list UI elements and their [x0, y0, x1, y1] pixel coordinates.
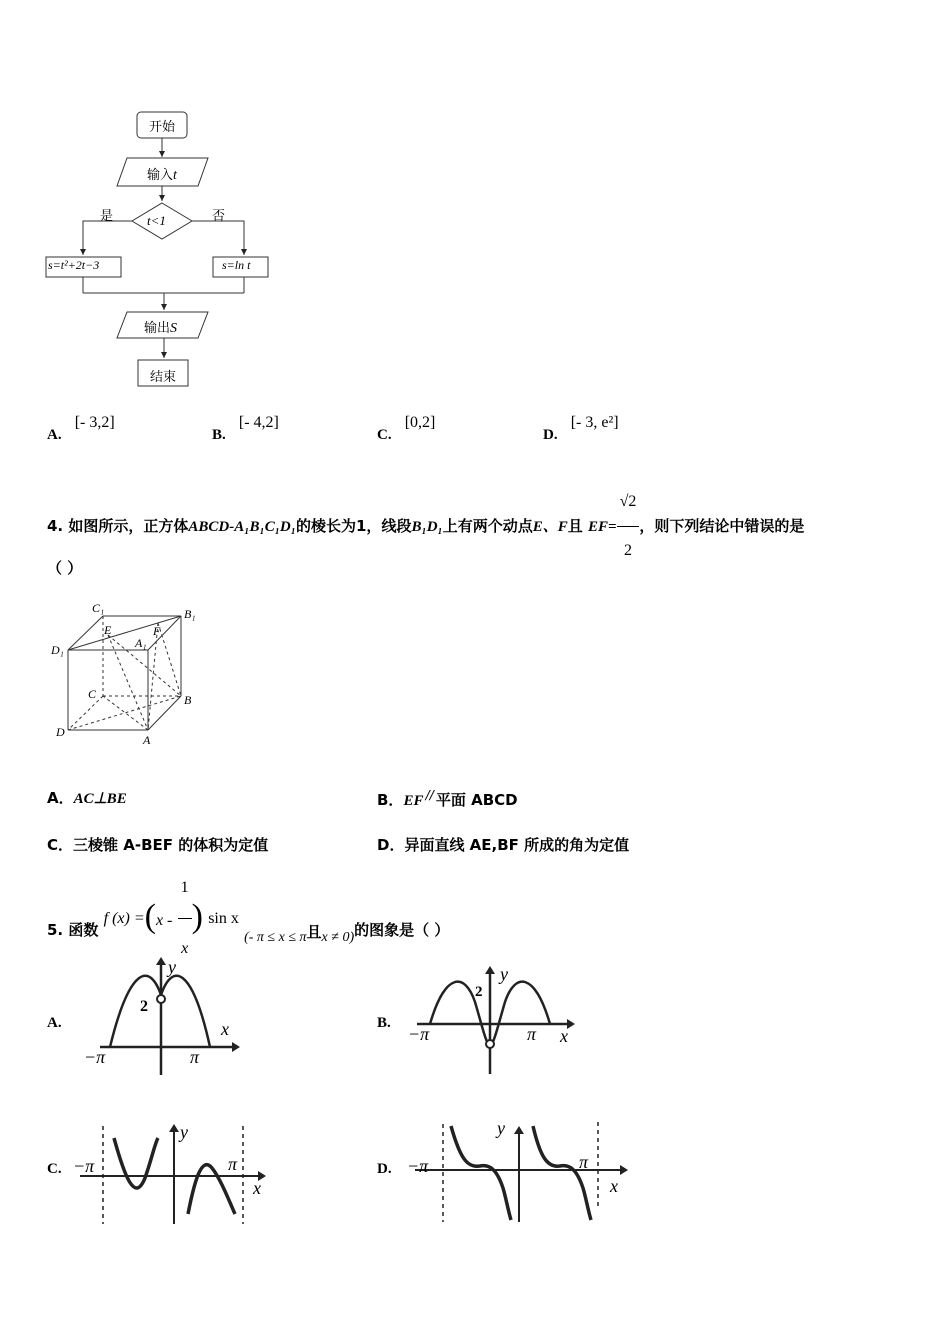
graph-b-x-label: x: [560, 1026, 568, 1046]
flow-left-box-label: s=t²+2t−3: [48, 258, 100, 272]
q3-option-b-value: [- 4,2]: [238, 414, 279, 431]
q3-option-a[interactable]: [47, 412, 115, 443]
flow-input-var: t: [173, 168, 177, 183]
q4-text-mid2: 上有两个动点: [442, 517, 533, 535]
graph-c-pi: π: [228, 1154, 238, 1174]
q3-option-d-letter: D.: [543, 427, 558, 443]
flow-input-label: 输入: [147, 168, 174, 183]
q5-tail: 的图象是（ ）: [354, 921, 450, 939]
q5-option-c-letter[interactable]: C.: [47, 1161, 62, 1177]
q3-option-d-value: [- 3, e²]: [570, 414, 619, 431]
q4-text-mid1: 的棱长为1，线段: [296, 517, 412, 535]
graph-a-mark: 2: [140, 998, 148, 1015]
q5-x-minus: x -: [155, 912, 173, 929]
q5-label: 函数: [68, 921, 99, 939]
graph-b-neg-pi: −π: [408, 1024, 430, 1044]
q3-option-d[interactable]: [543, 412, 619, 443]
cube-label-a: A: [143, 733, 151, 747]
q3-option-b[interactable]: [212, 412, 279, 443]
q4-option-c-letter: C．: [47, 836, 74, 854]
q5-sin: sin x: [208, 910, 239, 927]
q4-option-d-letter: D．: [377, 836, 405, 854]
graph-c-neg-pi: −π: [73, 1156, 95, 1176]
q4-option-c-text: 三棱锥 A-BEF 的体积为定值: [73, 836, 269, 854]
q4-option-b-parallel: //: [425, 787, 434, 802]
q4-option-a-text: AC⊥BE: [73, 791, 127, 807]
cube-label-d: D: [56, 725, 65, 739]
q3-option-c-value: [0,2]: [404, 414, 436, 431]
q3-option-c[interactable]: [377, 412, 436, 443]
q4-text-before: 如图所示，正方体: [68, 517, 189, 535]
q4-option-d-text: 异面直线 AE,BF 所成的角为定值: [404, 836, 630, 854]
q4-frac-den: 2: [623, 542, 632, 559]
flow-yes-label: 是: [100, 209, 114, 224]
q5-graph-b[interactable]: [405, 962, 585, 1082]
q4-option-a-letter: A．: [47, 789, 74, 807]
graph-d-neg-pi: −π: [407, 1156, 429, 1176]
q4-option-c[interactable]: [47, 834, 268, 855]
cube-label-a1: A₁: [135, 636, 147, 650]
graph-c-x-label: x: [253, 1178, 261, 1198]
flowchart: [40, 105, 280, 395]
q5-option-d-letter[interactable]: D.: [377, 1161, 392, 1177]
q4-option-a[interactable]: [47, 787, 127, 808]
q4-option-b[interactable]: [377, 787, 518, 810]
q5-paren-open: (: [144, 898, 156, 935]
q5-frac-num: 1: [178, 858, 192, 919]
cube-label-c: C: [88, 687, 97, 701]
q3-option-a-letter: A.: [47, 427, 62, 443]
cube-label-d1: D₁: [51, 643, 64, 657]
q5-domain-open: (- π ≤ x ≤ π: [244, 930, 307, 945]
flow-right-box-label: s=ln t: [222, 258, 251, 272]
q4-fraction: [617, 478, 640, 575]
graph-a-pi: π: [190, 1047, 200, 1067]
q3-option-c-letter: C.: [377, 427, 392, 443]
q4-frac-num: √2: [617, 478, 640, 527]
graph-d-pi: π: [579, 1152, 589, 1172]
q5-paren-close: ): [191, 898, 203, 935]
q4-option-d[interactable]: [377, 834, 629, 855]
q4-option-b-letter: B．: [377, 791, 404, 809]
graph-b-mark: 2: [475, 984, 483, 1000]
cube-label-f: F: [153, 624, 161, 638]
q5-graph-a[interactable]: [80, 955, 250, 1080]
graph-a-x-label: x: [221, 1019, 229, 1039]
cube-figure: [48, 598, 208, 748]
graph-a-neg-pi: −π: [84, 1047, 106, 1067]
q5-fx: f (x) =: [103, 910, 145, 927]
flow-end-label: 结束: [149, 370, 176, 385]
q4-text-after: ，则下列结论中错误的是: [639, 517, 805, 535]
q4-segment: B₁D₁: [411, 519, 443, 535]
flow-no-label: 否: [212, 209, 226, 224]
q4-solid: ABCD-A₁B₁C₁D₁: [188, 519, 296, 535]
flow-decision-label: t<1: [147, 213, 166, 228]
q4-number: 4.: [47, 517, 64, 535]
cube-label-b: B: [184, 693, 192, 707]
q3-option-b-letter: B.: [212, 427, 226, 443]
cube-label-b1: B₁: [184, 607, 196, 621]
graph-b-pi: π: [527, 1024, 537, 1044]
flow-start-label: 开始: [148, 120, 175, 135]
q5-frac-den: x: [181, 940, 189, 957]
q5-qie: 且: [306, 923, 322, 941]
graph-a-y-label: y: [168, 957, 176, 977]
q4-points: E、F: [532, 519, 568, 535]
q4-ef: EF=: [588, 519, 617, 535]
q4-paren: （ ）: [47, 559, 83, 577]
q5-option-a-letter[interactable]: A.: [47, 1015, 62, 1031]
q5-option-b-letter[interactable]: B.: [377, 1015, 391, 1031]
graph-d-x-label: x: [610, 1176, 618, 1196]
q4-text-mid3: 且: [567, 517, 583, 535]
q5-graph-c[interactable]: [70, 1118, 270, 1228]
graph-d-y-label: y: [497, 1118, 505, 1138]
graph-b-y-label: y: [500, 964, 508, 984]
q5-graph-d[interactable]: [405, 1118, 635, 1228]
flow-output-var: S: [170, 321, 178, 336]
q4-option-b-text: 平面 ABCD: [435, 791, 518, 809]
q5-number: 5.: [47, 921, 64, 939]
q5-domain-close: x ≠ 0): [321, 930, 355, 945]
cube-label-c1: C₁: [92, 601, 105, 615]
q4-question: [47, 478, 804, 575]
graph-c-y-label: y: [180, 1122, 188, 1142]
q3-option-a-value: [- 3,2]: [74, 414, 115, 431]
cube-label-e: E: [104, 623, 112, 637]
flow-output-label: 输出: [144, 321, 171, 336]
q4-option-b-ef: EF: [403, 793, 424, 809]
